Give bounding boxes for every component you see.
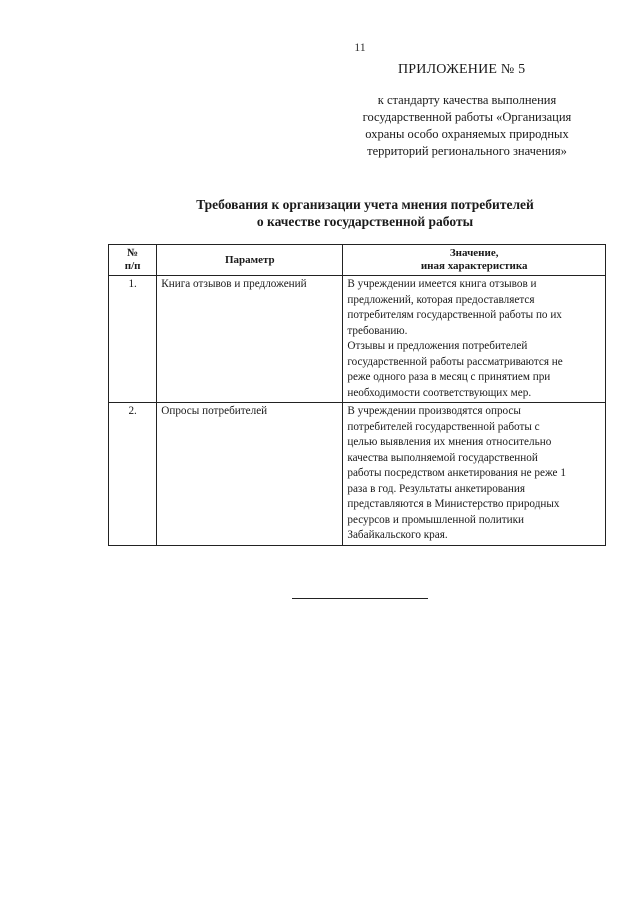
document-title-line: о качестве государственной работы bbox=[256, 214, 474, 229]
appendix-subtitle-line: государственной работы «Организация bbox=[362, 110, 572, 124]
row-value-line: Отзывы и предложения потребителей bbox=[347, 340, 528, 352]
closing-divider-line bbox=[292, 598, 428, 599]
row-value-line: В учреждении имеется книга отзывов и bbox=[347, 278, 537, 290]
row-value-line: Забайкальского края. bbox=[347, 529, 448, 541]
row-value-line: В учреждении производятся опросы bbox=[347, 405, 521, 417]
row-value bbox=[343, 403, 606, 546]
row-value-line: качества выполняемой государственной bbox=[347, 451, 538, 464]
appendix-subtitle-line: территорий регионального значения» bbox=[367, 144, 567, 158]
row-value-line: предложений, которая предоставляется bbox=[347, 293, 535, 306]
header-number-line: № bbox=[127, 247, 139, 259]
row-value-line: потребителям государственной работы по их bbox=[347, 309, 562, 321]
row-value-line: целью выявления их мнения относительно bbox=[347, 436, 552, 448]
row-value-line: ресурсов и промышленной политики bbox=[347, 513, 524, 526]
appendix-subtitle-line: к стандарту качества выполнения bbox=[377, 93, 557, 107]
row-value-line: государственной работы рассматриваются не bbox=[347, 355, 563, 368]
row-number: 1. bbox=[109, 276, 157, 403]
table-row bbox=[109, 403, 606, 546]
row-value-line: необходимости соответствующих мер. bbox=[347, 386, 532, 399]
row-value-line: раза в год. Результаты анкетирования bbox=[347, 482, 526, 495]
row-parameter: Опросы потребителей bbox=[157, 403, 343, 546]
requirements-table bbox=[108, 244, 606, 546]
page-number: 11 bbox=[354, 40, 366, 54]
header-value-line: иная характеристика bbox=[420, 260, 528, 272]
appendix-title: ПРИЛОЖЕНИЕ № 5 bbox=[398, 62, 526, 77]
row-parameter: Книга отзывов и предложений bbox=[157, 276, 343, 403]
row-value-line: реже одного раза в месяц с принятием при bbox=[347, 371, 551, 383]
row-value-line: представляются в Министерство природных bbox=[347, 498, 560, 510]
row-value-line: потребителей государственной работы с bbox=[347, 420, 540, 433]
table-header-row bbox=[109, 245, 606, 276]
header-parameter: Параметр bbox=[157, 245, 343, 276]
header-number bbox=[109, 245, 157, 276]
row-number: 2. bbox=[109, 403, 157, 546]
table-row bbox=[109, 276, 606, 403]
header-number-line: п/п bbox=[124, 260, 141, 272]
appendix-subtitle-line: охраны особо охраняемых природных bbox=[365, 127, 569, 141]
row-value-line: работы посредством анкетирования не реже 1 bbox=[347, 467, 566, 479]
row-value-line: требованию. bbox=[347, 324, 408, 337]
row-value bbox=[343, 276, 606, 403]
appendix-subtitle bbox=[336, 92, 598, 160]
header-value-line: Значение, bbox=[449, 247, 499, 259]
header-value bbox=[343, 245, 606, 276]
document-title bbox=[130, 196, 600, 230]
document-title-line: Требования к организации учета мнения потребителей bbox=[196, 197, 534, 212]
